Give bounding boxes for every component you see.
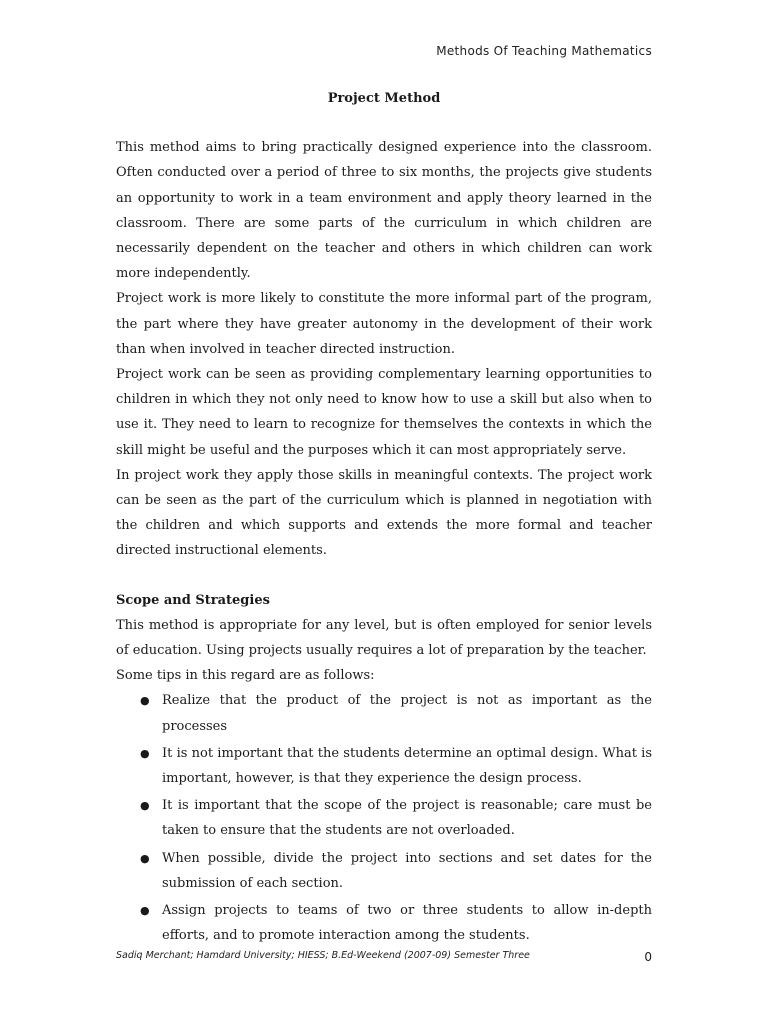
- section-heading: Scope and Strategies: [116, 592, 270, 608]
- tips-list: [116, 688, 652, 948]
- paragraph: Some tips in this regard are as follows:: [116, 668, 375, 684]
- document-title: Project Method: [327, 91, 441, 106]
- paragraph: This method aims to bring practically designed experience into the classroom. Often conducted over a period of three to six months, the projects give students an opportunity to work in a team environment and apply theory learned in the classroom. There are some parts of the curriculum in which children are necessarily dependent on the teacher and others in which children can work more independently.: [116, 140, 652, 282]
- list-item-text: It is important that the scope of the project is reasonable; care must be taken to ensure that the students are not overloaded.: [162, 798, 652, 839]
- page-number: 0: [644, 950, 652, 964]
- paragraph: Project work can be seen as providing complementary learning opportunities to children in which they not only need to know how to use a skill but also when to use it. They need to learn to recognize for themselves the contexts in which the skill might be useful and the purposes which it can most appropriately serve.: [116, 367, 652, 458]
- running-header: Methods Of Teaching Mathematics: [436, 44, 652, 58]
- bullet-icon: ●: [140, 799, 150, 813]
- document-body: [116, 86, 652, 951]
- paragraph: Project work is more likely to constitute the more informal part of the program, the part where they have greater autonomy in the development of their work than when involved in teacher directed instruction.: [116, 291, 652, 357]
- list-item-text: When possible, divide the project into sections and set dates for the submission of each section.: [162, 850, 652, 891]
- bullet-icon: ●: [140, 851, 150, 865]
- bullet-icon: ●: [140, 904, 150, 918]
- list-item: [116, 846, 652, 896]
- list-item: [116, 688, 652, 738]
- paragraph: In project work they apply those skills in meaningful contexts. The project work can be seen as the part of the curriculum which is planned in negotiation with the children and which supports and extends the more formal and teacher directed instructional elements.: [116, 467, 652, 559]
- list-item-text: Realize that the product of the project is not as important as the processes: [162, 693, 652, 734]
- bullet-icon: ●: [140, 694, 150, 708]
- paragraph: This method is appropriate for any level, but is often employed for senior levels of education. Using projects usually requires a lot of preparation by the teacher.: [116, 617, 652, 659]
- bullet-icon: ●: [140, 746, 150, 760]
- page-footer: Sadiq Merchant; Hamdard University; HIESS; B.Ed-Weekend (2007-09) Semester Three: [116, 950, 530, 961]
- list-item: [116, 741, 652, 791]
- list-item-text: Assign projects to teams of two or three students to allow in-depth efforts, and to promote interaction among the students.: [162, 903, 652, 944]
- list-item-text: It is not important that the students determine an optimal design. What is important, however, is that they experience the design process.: [162, 745, 652, 787]
- list-item: [116, 898, 652, 948]
- list-item: [116, 793, 652, 843]
